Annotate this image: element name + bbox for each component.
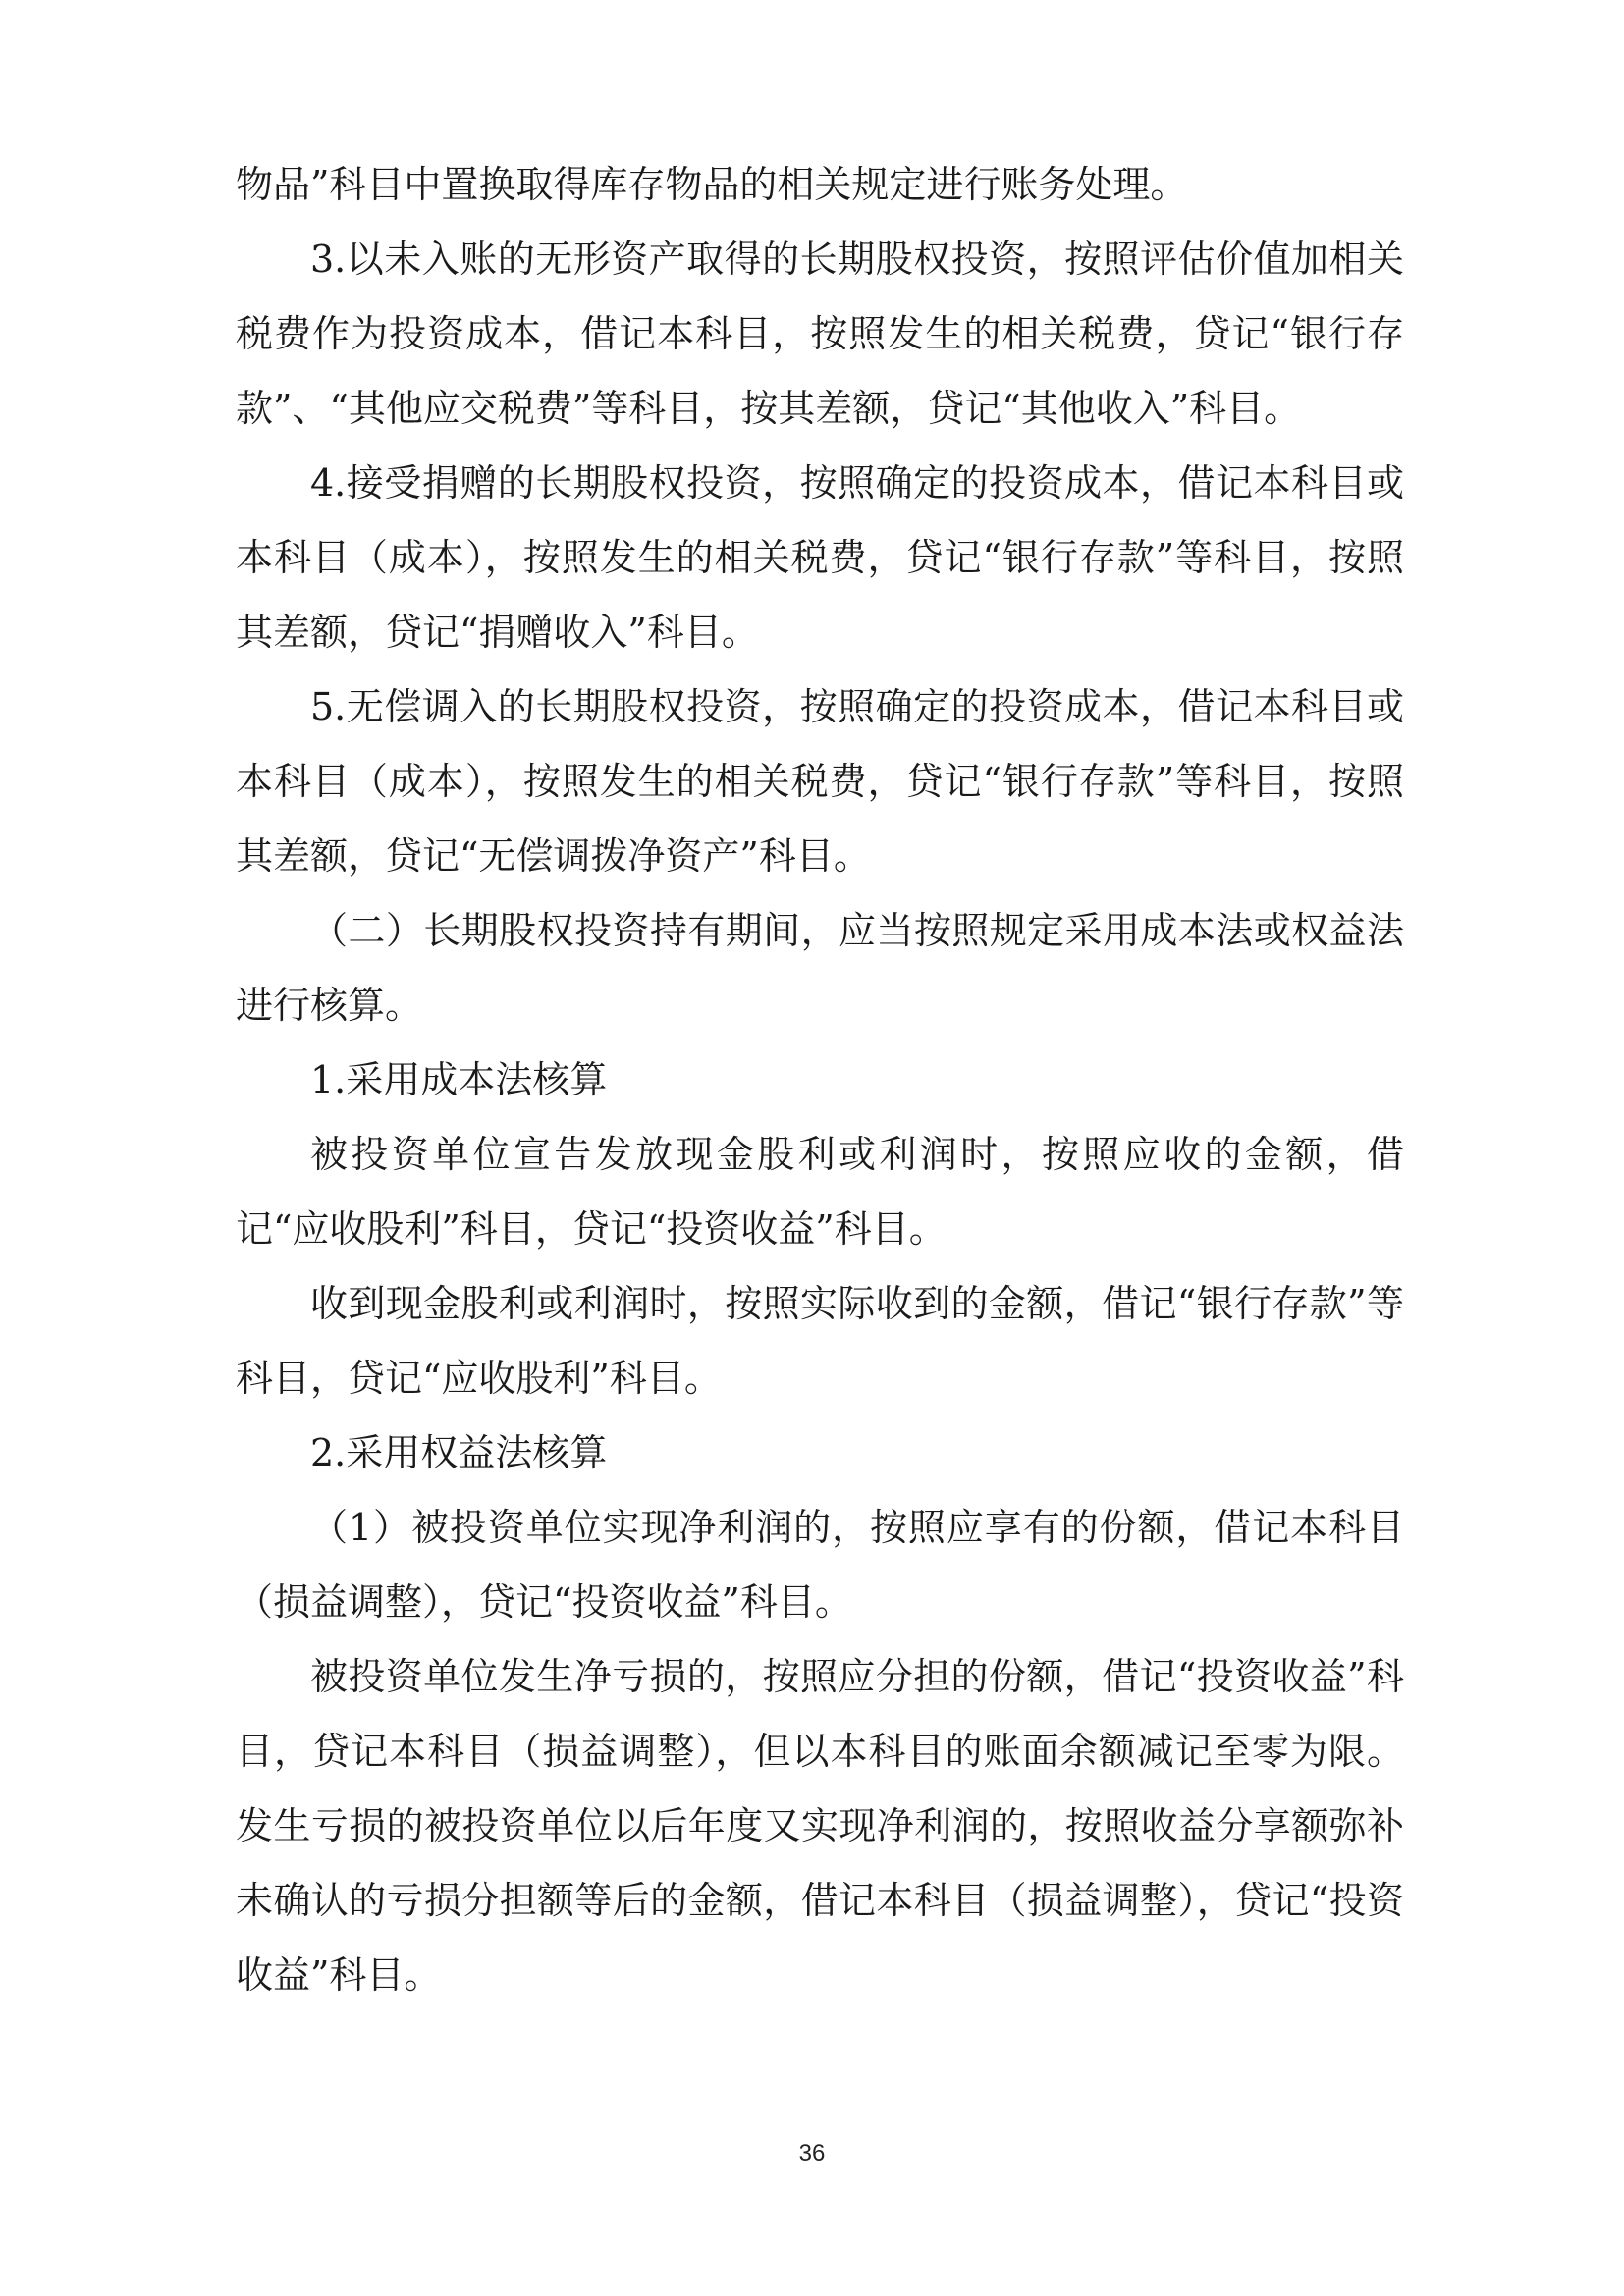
paragraph-2: 3.以未入账的无形资产取得的长期股权投资，按照评估价值加相关税费作为投资成本，借记本科目，按照发生的相关税费，贷记“银行存款”、“其他应交税费”等科目，按其差额，贷记“其他收入”科目。	[236, 238, 1404, 430]
paragraph-6: 1.采用成本法核算	[310, 1058, 608, 1101]
paragraph-5: （二）长期股权投资持有期间，应当按照规定采用成本法或权益法进行核算。	[236, 909, 1404, 1027]
paragraph-7: 被投资单位宣告发放现金股利或利润时，按照应收的金额，借记“应收股利”科目，贷记“投资收益”科目。	[236, 1133, 1404, 1251]
paragraph-10: （1）被投资单位实现净利润的，按照应享有的份额，借记本科目（损益调整），贷记“投资收益”科目。	[236, 1506, 1404, 1624]
document-body	[236, 147, 1404, 2012]
paragraph-3: 4.接受捐赠的长期股权投资，按照确定的投资成本，借记本科目或本科目（成本），按照发生的相关税费，贷记“银行存款”等科目，按照其差额，贷记“捐赠收入”科目。	[236, 461, 1404, 654]
page-number: 36	[798, 2140, 826, 2166]
paragraph-4: 5.无偿调入的长期股权投资，按照确定的投资成本，借记本科目或本科目（成本），按照发生的相关税费，贷记“银行存款”等科目，按照其差额，贷记“无偿调拨净资产”科目。	[236, 685, 1404, 878]
paragraph-1: 物品”科目中置换取得库存物品的相关规定进行账务处理。	[236, 163, 1188, 206]
paragraph-8: 收到现金股利或利润时，按照实际收到的金额，借记“银行存款”等科目，贷记“应收股利”科目。	[236, 1282, 1404, 1400]
paragraph-11: 被投资单位发生净亏损的，按照应分担的份额，借记“投资收益”科目，贷记本科目（损益调整），但以本科目的账面余额减记至零为限。发生亏损的被投资单位以后年度又实现净利润的，按照收益分享额弥补未确认的亏损分担额等后的金额，借记本科目（损益调整），贷记“投资收益”科目。	[236, 1655, 1404, 1997]
paragraph-9: 2.采用权益法核算	[310, 1431, 608, 1474]
